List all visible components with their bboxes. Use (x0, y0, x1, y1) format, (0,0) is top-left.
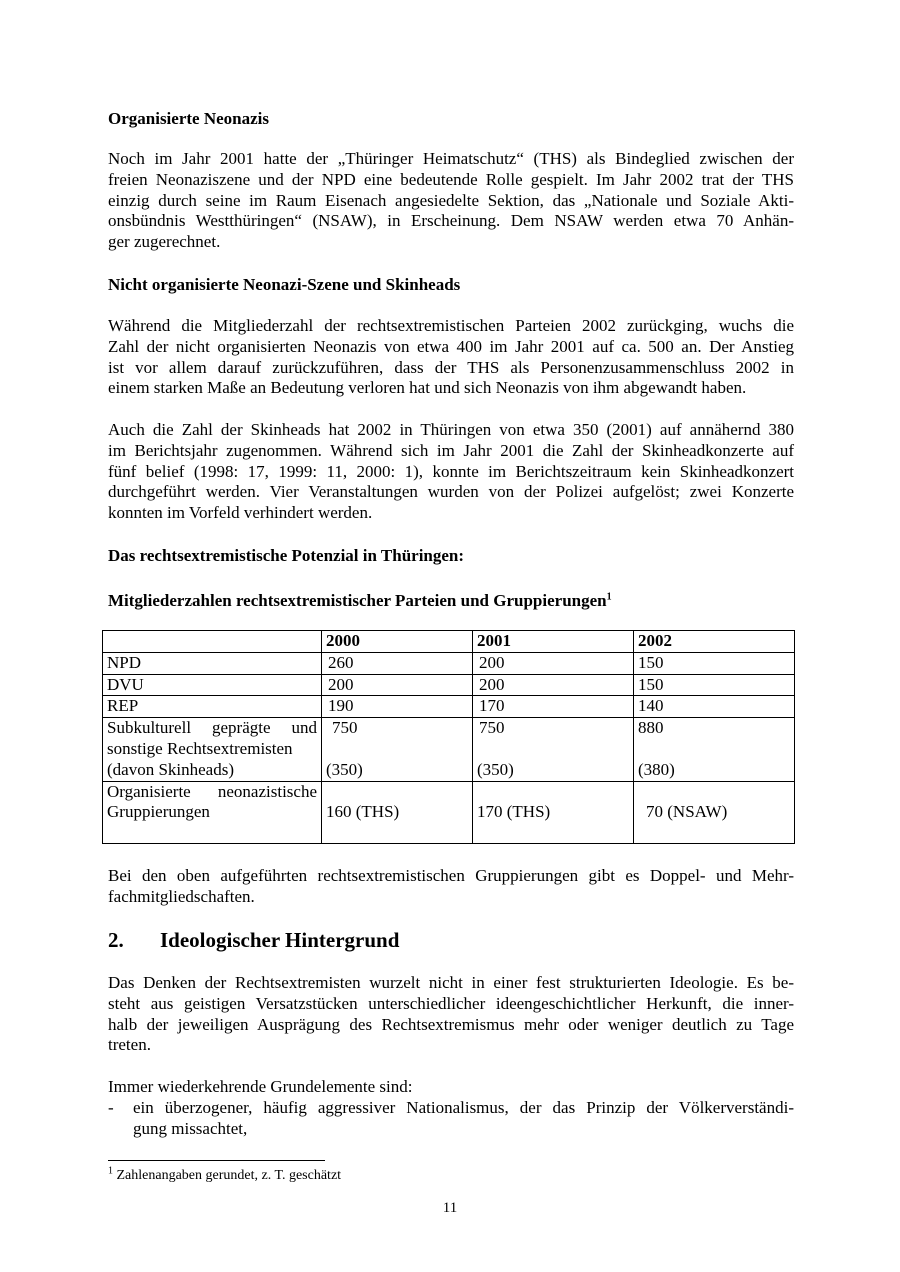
section-number: 2. (108, 928, 124, 952)
table-header-row (103, 631, 795, 653)
footnote-text: Zahlenangaben gerundet, z. T. geschätzt (116, 1168, 342, 1183)
bullet-marker: - (108, 1098, 114, 1117)
text-line: steht aus geistigen Versatzstücken unterschiedlicher ideengeschichtlicher Herkunft, die inner- (108, 993, 794, 1013)
table-row-organisiert (103, 781, 795, 843)
cell-value (322, 718, 473, 781)
text-line: einzig durch seine im Raum Eisenach angesiedelte Sektion, das „Nationale und Soziale Akti- (108, 190, 794, 210)
cell-value: 200 (473, 674, 634, 696)
paragraph-ideologie (108, 973, 794, 1056)
header-cell-empty (103, 631, 322, 653)
text-line: ein überzogener, häufig aggressiver Nationalismus, der das Prinzip der Völkerverständi- (133, 1098, 794, 1117)
cell-value: 140 (634, 696, 795, 718)
text-line: halb der jeweiligen Ausprägung des Rechtsextremismus mehr oder weniger deutlich zu Tage (108, 1014, 794, 1034)
cell-value: 70 (NSAW) (634, 781, 795, 843)
paragraph-doppelmitgliedschaften (108, 866, 794, 908)
header-cell-2001: 2001 (473, 631, 634, 653)
text-line: ger zugerechnet. (108, 232, 221, 252)
paragraph-mitgliederzahl (108, 316, 794, 399)
text-line: Auch die Zahl der Skinheads hat 2002 in Thüringen von etwa 350 (2001) auf annähernd 380 (108, 420, 794, 439)
cell-main-value: 750 (332, 718, 358, 738)
label-line: Gruppierungen (107, 802, 210, 822)
table-row-npd (103, 652, 795, 674)
label-line: Organisierte neonazistische (107, 781, 317, 801)
text-line: Während die Mitgliederzahl der rechtsextremistischen Parteien 2002 zurückging, wuchs die (108, 316, 794, 335)
table-row-rep (103, 696, 795, 718)
heading-mitgliederzahlen-table (108, 590, 612, 611)
heading-nicht-organisierte-szene: Nicht organisierte Neonazi-Szene und Skinheads (108, 275, 461, 294)
text-line: durchgeführt werden. Vier Veranstaltungen wurden von der Polizei aufgelöst; zwei Konzerte (108, 482, 794, 502)
paragraph-neonazis (108, 149, 794, 253)
row-label: REP (103, 696, 322, 718)
membership-table (102, 630, 795, 844)
cell-sub-value: (350) (326, 759, 363, 779)
label-line: Subkulturell geprägte und (107, 718, 317, 738)
page-number: 11 (442, 1200, 458, 1216)
text-line: onsbündnis Westthüringen“ (NSAW), in Erscheinung. Dem NSAW werden etwa 70 Anhän- (108, 211, 794, 231)
paragraph-skinheads (108, 420, 794, 524)
cell-value: 170 (THS) (473, 781, 634, 843)
header-cell-2002: 2002 (634, 631, 795, 653)
footnote (108, 1165, 342, 1184)
text-line: einem starken Maße an Bedeutung verloren hat und sich Neonazis von ihm abgewandt haben. (108, 378, 747, 398)
grundelemente-intro: Immer wiederkehrende Grundelemente sind: (108, 1077, 413, 1096)
cell-sub-value: (380) (638, 759, 675, 779)
cell-main-value: 880 (638, 718, 664, 738)
cell-value: 260 (322, 652, 473, 674)
row-label (103, 718, 322, 781)
text-line: gung missachtet, (133, 1118, 248, 1138)
text-line: im Berichtsjahr zugenommen. Während sich im Jahr 2001 die Zahl der Skinheadkonzerte auf (108, 440, 794, 460)
text-line: treten. (108, 1035, 151, 1055)
label-line: (davon Skinheads) (107, 759, 235, 779)
row-label: DVU (103, 674, 322, 696)
footnote-marker: 1 (108, 1165, 113, 1177)
cell-value: 170 (473, 696, 634, 718)
footnote-separator (108, 1160, 325, 1161)
cell-main-value: 750 (479, 718, 505, 738)
text-line: Das Denken der Rechtsextremisten wurzelt nicht in einer fest strukturierten Ideologie. Es be- (108, 973, 794, 992)
cell-value: 190 (322, 696, 473, 718)
text-line: Bei den oben aufgeführten rechtsextremistischen Gruppierungen gibt es Doppel- und Mehr- (108, 866, 794, 885)
row-label: NPD (103, 652, 322, 674)
table-row-subkultur (103, 718, 795, 781)
text-line: fünf belief (1998: 17, 1999: 11, 2000: 1), konnte im Berichtszeitraum kein Skinheadkonzert (108, 461, 794, 481)
header-cell-2000: 2000 (322, 631, 473, 653)
cell-value: 160 (THS) (322, 781, 473, 843)
table-row-dvu (103, 674, 795, 696)
heading-potenzial: Das rechtsextremistische Potenzial in Thüringen: (108, 546, 465, 565)
text-line: ist vor allem darauf zurückzuführen, dass der THS als Personenzusammenschluss 2002 in (108, 357, 794, 377)
bullet-item (133, 1098, 794, 1140)
cell-value: 150 (634, 652, 795, 674)
text-line: fachmitgliedschaften. (108, 886, 255, 906)
section-title: Ideologischer Hintergrund (160, 928, 400, 952)
cell-value (634, 718, 795, 781)
table-heading-text: Mitgliederzahlen rechtsextremistischer Parteien und Gruppierungen (108, 591, 607, 610)
cell-value: 150 (634, 674, 795, 696)
text-line: Noch im Jahr 2001 hatte der „Thüringer Heimatschutz“ (THS) als Bindeglied zwischen der (108, 149, 794, 168)
cell-sub-value: (350) (477, 759, 514, 779)
cell-value: 200 (322, 674, 473, 696)
text-line: freien Neonaziszene und der NPD eine bedeutende Rolle gespielt. Im Jahr 2002 trat der THS (108, 169, 794, 189)
footnote-reference: 1 (606, 591, 612, 603)
cell-value: 200 (473, 652, 634, 674)
text-line: Zahl der nicht organisierten Neonazis von etwa 400 im Jahr 2001 auf ca. 500 an. Der Anstieg (108, 336, 794, 356)
heading-organisierte-neonazis: Organisierte Neonazis (108, 109, 269, 128)
cell-value (473, 718, 634, 781)
row-label (103, 781, 322, 843)
text-line: konnten im Vorfeld verhindert werden. (108, 503, 373, 523)
label-line: sonstige Rechtsextremisten (107, 738, 293, 758)
